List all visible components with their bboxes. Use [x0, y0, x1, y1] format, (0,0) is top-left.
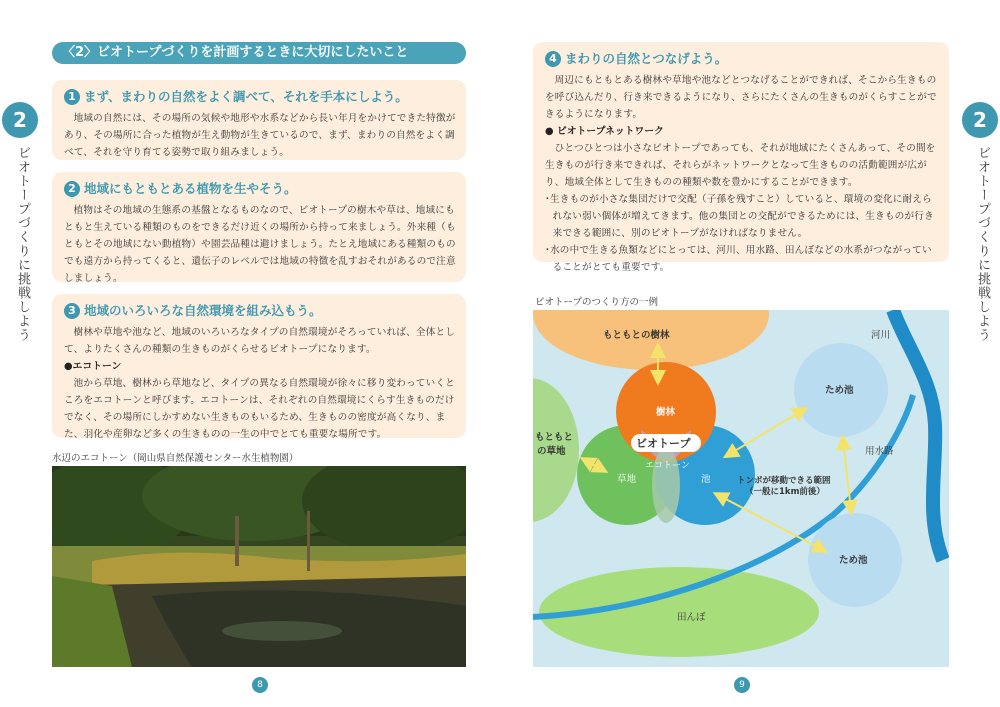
label-forest: 樹林: [656, 407, 676, 418]
arrow-pond-reservoir-2: [718, 495, 823, 550]
section-2-text: 植物はその地域の生態系の基盤となるものなので、ビオトープの樹木や草は、地域にもともと生えている種類のものをできるだけ近くの場所から持って来ましょう。外来種（もともとその地域にない動植物）や園芸品種は避けましょう。たとえ地域にある種類のものでも遠方から持ってくると、遺伝子のレベルでは地域の特徴を乱すおそれがあるので注意しましょう。: [64, 205, 456, 284]
network-bullet: ･生きものが小さな集団だけで交配（子孫を残すこと）していると、環境の変化に耐えられない弱い個体が増えてきます。他の集団との交配ができるためには、生きものが行き来できる範囲に、別のビオトープがなければなりません。: [545, 194, 934, 239]
network-bullet: ･水の中で生きる魚類などにとっては、河川、用水路、田んぼなどの水系がつながっていることがとても重要です。: [545, 245, 932, 273]
label-reservoir-1: ため池: [825, 385, 854, 396]
chapter-side-label-right: ビオトープづくりに挑戦しよう: [975, 146, 990, 342]
label-ecotone: エコトーン: [645, 461, 690, 471]
label-grassland: 草地: [617, 474, 637, 485]
section-1-title-text: まず、まわりの自然をよく調べて、それを手本にしよう。: [84, 89, 408, 104]
label-river: 河川: [871, 330, 891, 341]
section-4-title-text: まわりの自然とつなげよう。: [565, 51, 728, 66]
arrow-pond-reservoir-1: [728, 410, 803, 455]
section-3-box: [52, 294, 466, 438]
chapter-number-left: 2: [2, 102, 38, 138]
label-pond: 池: [701, 474, 711, 485]
biotope-diagram: [533, 310, 949, 667]
label-rice-field: 田んぼ: [677, 612, 706, 623]
section-3-number: 3: [64, 303, 80, 319]
page-number-right: 9: [734, 677, 750, 693]
diagram-svg: [533, 310, 949, 667]
section-4-title: [545, 50, 939, 68]
label-original-forest: もともとの樹林: [603, 330, 670, 341]
chapter-number-right: 2: [962, 102, 998, 138]
section-1-text: 地域の自然には、その場所の気候や地形や水系などから長い年月をかけてできた特徴があり、その場所に合った植物が生え動物が生きているので、まず、まわりの自然をよく調べて、それを守り育てる姿勢で取り組みましょう。: [64, 113, 456, 158]
photo-illustration: [52, 466, 466, 667]
ecotone-overlap-lower: [652, 447, 680, 523]
photo-caption: 水辺のエコトーン（岡山県自然保護センター水生植物園）: [52, 453, 299, 464]
section-heading: 〈2〉ビオトープづくりを計画するときに大切にしたいこと: [52, 42, 466, 64]
section-1-title: [64, 88, 456, 106]
chapter-side-label-left: ビオトープづくりに挑戦しよう: [15, 146, 30, 342]
ecotone-photo: [52, 466, 466, 667]
label-original-grassland-2: の草地: [537, 446, 566, 457]
page-number-left: 8: [252, 677, 268, 693]
section-1-number: 1: [64, 89, 80, 105]
ecotone-subheading: ●エコトーン: [64, 361, 122, 372]
section-3-title-text: 地域のいろいろな自然環境を組み込もう。: [84, 303, 322, 318]
label-dragonfly-range-1: トンボが移動できる範囲: [737, 476, 831, 486]
section-4-box: [533, 42, 949, 273]
label-original-grassland-1: もともと: [535, 432, 574, 443]
section-3-title: [64, 302, 456, 320]
label-dragonfly-range-2: （一般に1km前後）: [745, 487, 825, 497]
label-biotope: ビオトープ: [636, 437, 691, 450]
section-2-title-text: 地域にもともとある植物を生やそう。: [84, 181, 297, 196]
network-text: ひとつひとつは小さなビオトープであっても、それが地域にたくさんあって、その間を生きものが行き来できれば、それらがネットワークとなって生きものの活動範囲が広がり、地域全体として生きものの種類や数を豊かにすることができます。: [545, 143, 936, 188]
section-2-title: [64, 180, 456, 198]
diagram-caption: ビオトープのつくり方の一例: [535, 297, 659, 308]
section-2-number: 2: [64, 181, 80, 197]
section-3-text: 樹林や草地や池など、地域のいろいろなタイプの自然環境がそろっていれば、全体として、よりたくさんの種類の生きものがくらせるビオトープになります。: [64, 327, 456, 355]
section-4-number: 4: [545, 51, 561, 67]
section-1-box: [52, 80, 466, 160]
section-2-box: [52, 172, 466, 282]
label-canal: 用水路: [865, 446, 894, 457]
ecotone-text: 池から草地、樹林から草地など、タイプの異なる自然環境が徐々に移り変わっていくところをエコトーンと呼びます。エコトーンは、それぞれの自然環境にくらす生きものだけでなく、その場所にしかすめない生きものもいるため、生きものの密度が高くなり、また、羽化や産卵など多くの生きものの一生の中でとても重要な場所です。: [64, 378, 455, 440]
network-subheading: ● ビオトープネットワーク: [545, 126, 664, 137]
section-4-text: 周辺にもともとある樹林や草地や池などとつなげることができれば、そこから生きものを呼び込んだり、行き来できるようになり、さらにたくさんの生きものがくらすことができるようになります。: [545, 75, 937, 120]
label-reservoir-2: ため池: [839, 555, 868, 566]
